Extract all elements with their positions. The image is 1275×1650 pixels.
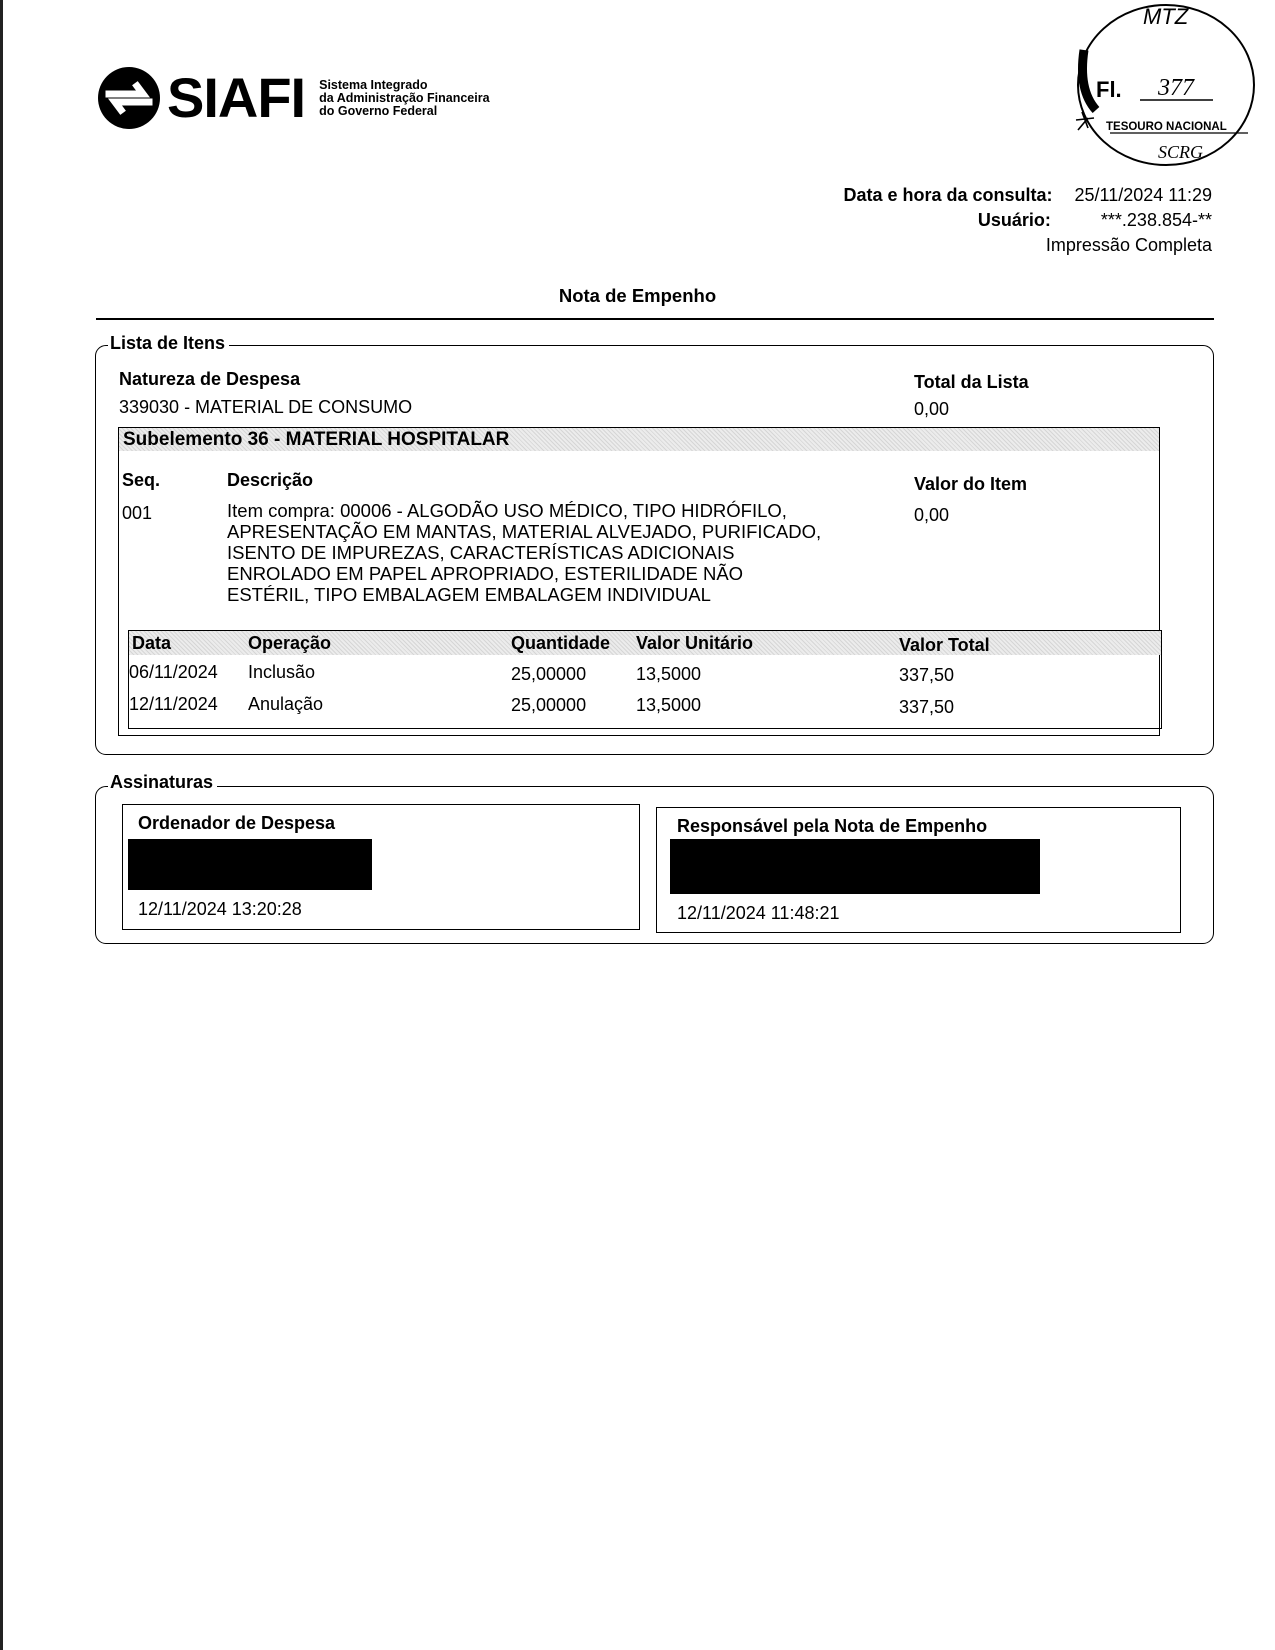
siafi-logo xyxy=(97,63,490,133)
scan-edge xyxy=(0,0,3,1650)
responsavel-datetime: 12/11/2024 11:48:21 xyxy=(677,903,840,923)
datetime-label: Data e hora da consulta: xyxy=(843,185,1053,205)
document-title: Nota de Empenho xyxy=(558,285,717,306)
ordenador-datetime: 12/11/2024 13:20:28 xyxy=(138,899,302,919)
responsavel-label: Responsável pela Nota de Empenho xyxy=(677,816,988,836)
operacoes-table: Data Operação Quantidade Valor Unitário Valor Total 06/11/2024 Inclusão 25,00000 13,5000 337,50 12/11/2024 Anulação 25,00000 13,5000 337,50 xyxy=(128,630,1162,729)
ordenador-label: Ordenador de Despesa xyxy=(138,813,336,833)
redacted-signature xyxy=(670,839,1040,894)
total-lista-label: Total da Lista xyxy=(914,372,1029,392)
lista-itens-legend: Lista de Itens xyxy=(108,333,229,353)
user-label: Usuário: xyxy=(977,210,1051,230)
operacoes-header: Data Operação Quantidade Valor Unitário Valor Total xyxy=(129,631,1161,655)
total-lista-value: 0,00 xyxy=(914,399,950,419)
subelemento-header: Subelemento 36 - MATERIAL HOSPITALAR xyxy=(118,427,1160,451)
tesouro-stamp xyxy=(1048,0,1258,175)
ordenador-box xyxy=(122,804,640,930)
redacted-signature xyxy=(128,839,372,890)
title-divider xyxy=(96,318,1214,320)
assinaturas-legend: Assinaturas xyxy=(108,772,217,792)
seq-value: 001 xyxy=(122,503,153,523)
svg-text:377: 377 xyxy=(1158,75,1194,101)
responsavel-box xyxy=(656,807,1181,933)
print-mode: Impressão Completa xyxy=(1045,235,1212,255)
siafi-emblem-icon xyxy=(97,66,161,130)
svg-text:SCRG: SCRG xyxy=(1158,142,1203,162)
logo-subtitle: Sistema Integrado da Administração Financeira do Governo Federal xyxy=(319,77,490,118)
consulta-meta xyxy=(843,183,1212,258)
item-description: Item compra: 00006 - ALGODÃO USO MÉDICO, TIPO HIDRÓFILO, APRESENTAÇÃO EM MANTAS, MATERIAL ALVEJADO, PURIFICADO, ISENTO DE IMPUREZAS, CARACTERÍSTICAS ADICIONAIS ENROLADO EM PAPEL APROPRIADO, ESTERILIDADE NÃO ESTÉRIL, TIPO EMBALAGEM EMBALAGEM INDIVIDUAL xyxy=(227,500,822,605)
natureza-value: 339030 - MATERIAL DE CONSUMO xyxy=(119,397,413,417)
datetime-value: 25/11/2024 11:29 xyxy=(1074,185,1212,205)
user-value: ***.238.854-** xyxy=(1100,210,1212,230)
logo-wordmark: SIAFI xyxy=(167,66,306,129)
valor-item-label: Valor do Item xyxy=(914,474,1028,494)
svg-text:Fl.: Fl. xyxy=(1096,77,1122,102)
seq-label: Seq. xyxy=(122,470,161,490)
valor-item-value: 0,00 xyxy=(914,505,950,525)
svg-text:MTZ: MTZ xyxy=(1143,4,1189,29)
descricao-label: Descrição xyxy=(227,470,314,490)
svg-text:TESOURO NACIONAL: TESOURO NACIONAL xyxy=(1106,121,1227,133)
natureza-label: Natureza de Despesa xyxy=(119,369,301,389)
